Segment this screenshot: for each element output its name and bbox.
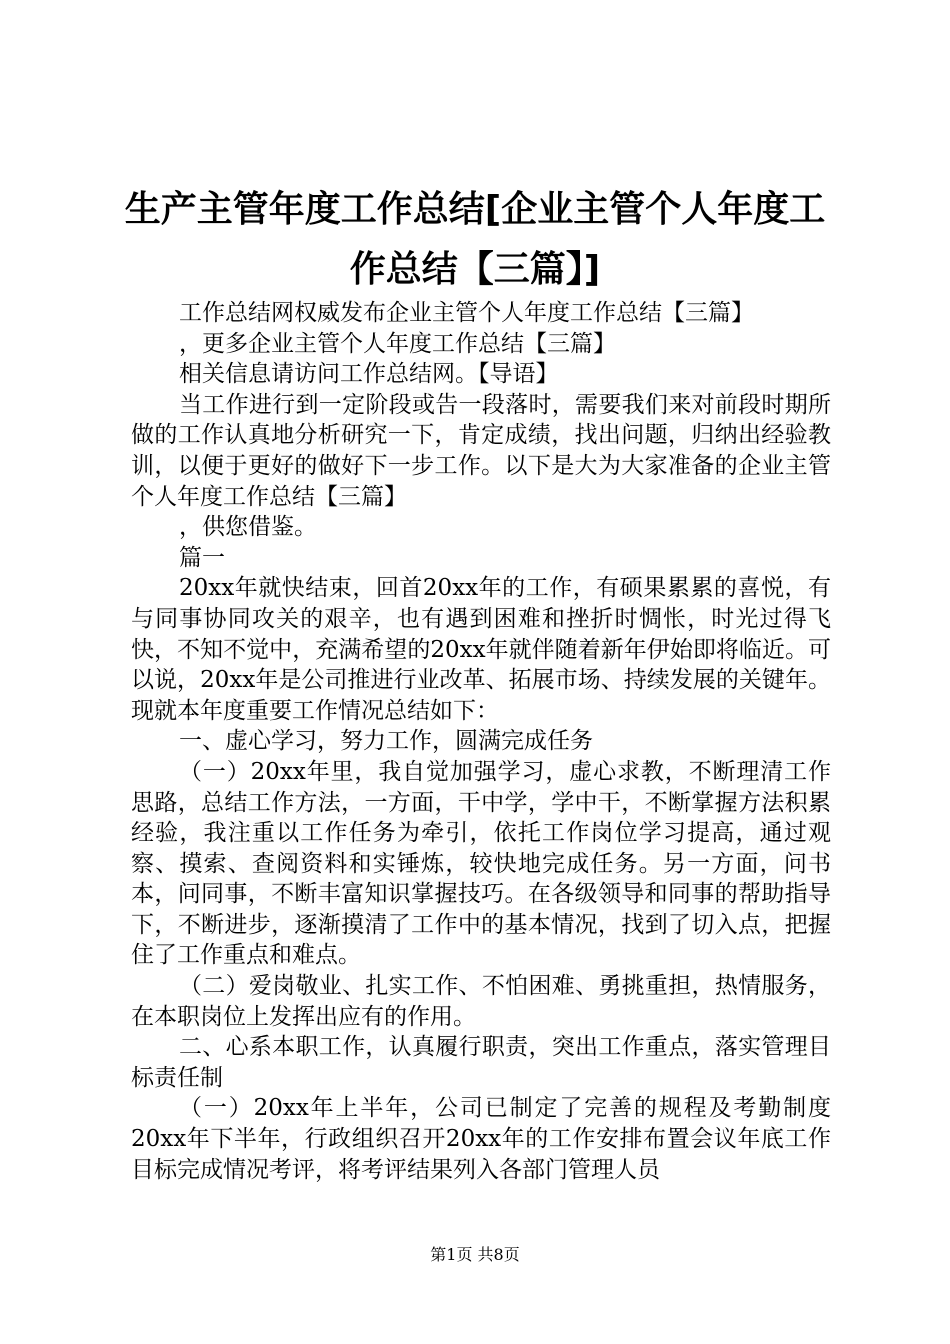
section-heading: 一、虚心学习，努力工作，圆满完成任务 xyxy=(179,728,593,755)
paragraph: （一）20xx年里，我自觉加强学习，虚心求教，不断理清工作思路，总结工作方法，一方面，干中学，学中干，不断掌握方法积累经验，我注重以工作任务为牵引，依托工作岗位学习提高，通过观察、摸索、查阅资料和实锤炼，较快地完成任务。另一方面，问书本，问同事，不断丰富知识掌握技巧。在各级领导和同事的帮助指导下，不断进步，逐渐摸清了工作中的基本情况，找到了切入点，把握住了工作重点和难点。 xyxy=(131,758,831,969)
paragraph: 相关信息请访问工作总结网。【导语】 xyxy=(179,361,559,388)
document-body xyxy=(131,298,831,1185)
paragraph: （二）爱岗敬业、扎实工作、不怕困难、勇挑重担，热情服务，在本职岗位上发挥出应有的作用。 xyxy=(131,973,831,1030)
section-heading: 二、心系本职工作，认真履行职责，突出工作重点，落实管理目标责任制 xyxy=(131,1034,831,1091)
section-heading: 篇一 xyxy=(179,544,225,571)
paragraph: （一）20xx年上半年，公司已制定了完善的规程及考勤制度20xx年下半年，行政组织召开20xx年的工作安排布置会议年底工作目标完成情况考评，将考评结果列入各部门管理人员 xyxy=(131,1095,831,1183)
page-footer: 第1页 共8页 xyxy=(430,1245,520,1264)
paragraph: 工作总结网权威发布企业主管个人年度工作总结【三篇】 xyxy=(179,300,754,326)
title-line-1: 生产主管年度工作总结[企业主管个人年度工 xyxy=(124,189,826,230)
paragraph: ，供您借鉴。 xyxy=(179,514,317,541)
paragraph: 20xx年就快结束，回首20xx年的工作，有硕果累累的喜悦，有与同事协同攻关的艰辛，也有遇到困难和挫折时惆怅，时光过得飞快，不知不觉中，充满希望的20xx年就伴随着新年伊始即将临近。可以说，20xx年是公司推进行业改革、拓展市场、持续发展的关键年。现就本年度重要工作情况总结如下： xyxy=(131,575,831,724)
paragraph: 当工作进行到一定阶段或告一段落时，需要我们来对前段时期所做的工作认真地分析研究一下，肯定成绩，找出问题，归纳出经验教训，以便于更好的做好下一步工作。以下是大为大家准备的企业主管个人年度工作总结【三篇】 xyxy=(131,391,831,510)
document-title xyxy=(120,180,830,300)
paragraph: ，更多企业主管个人年度工作总结【三篇】 xyxy=(179,330,616,357)
title-line-2: 作总结【三篇】] xyxy=(349,249,601,290)
